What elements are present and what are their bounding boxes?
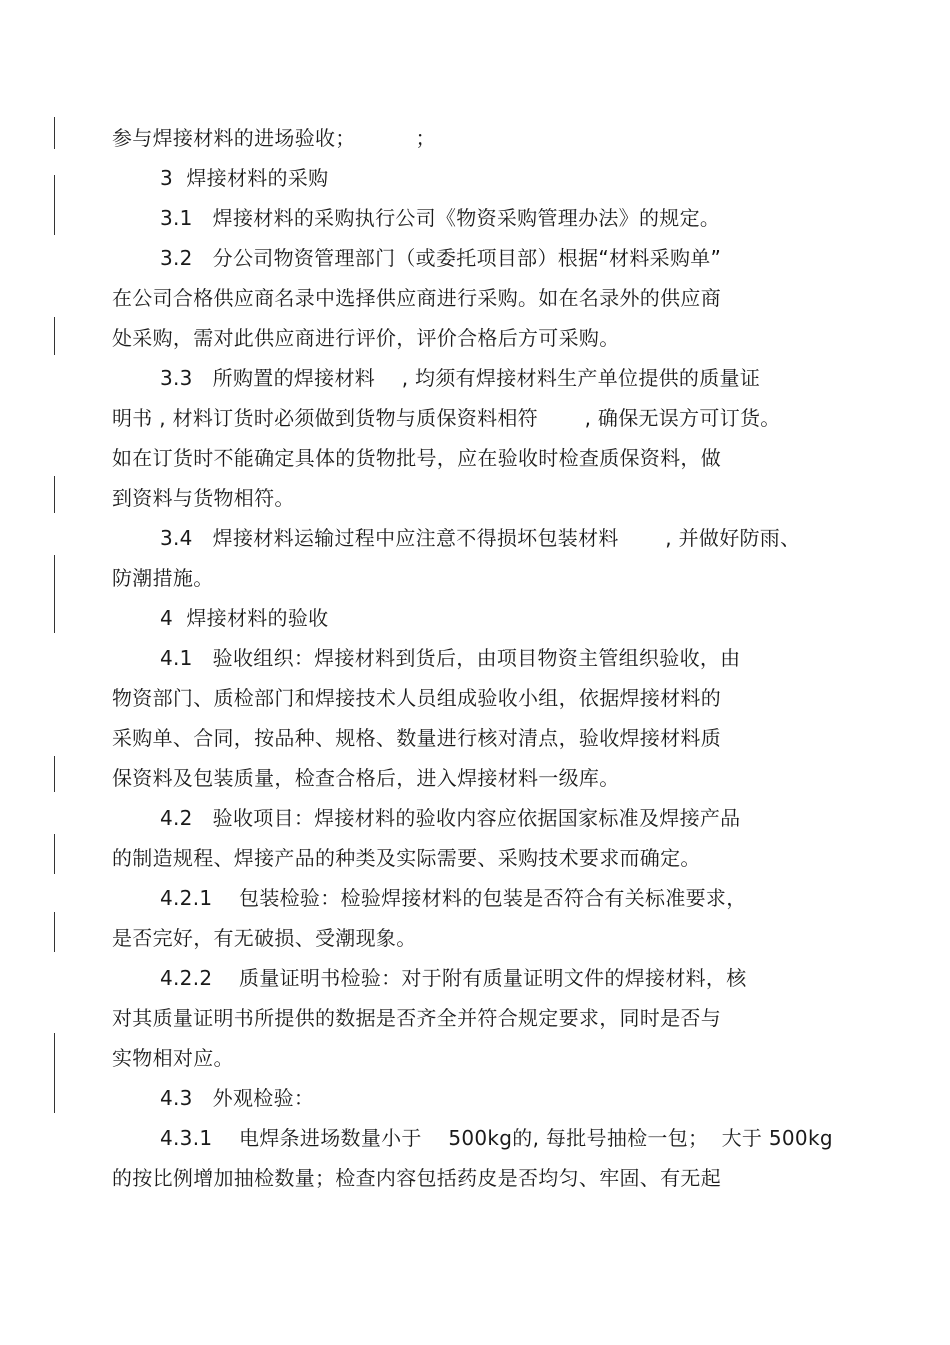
revision-bar <box>54 175 55 235</box>
text-line: 4.1 验收组织：焊接材料到货后，由项目物资主管组织验收，由 <box>160 646 741 670</box>
text-line: 3.1 焊接材料的采购执行公司《物资采购管理办法》的规定。 <box>160 206 721 230</box>
text-line: 到资料与货物相符。 <box>112 486 295 510</box>
revision-bar <box>54 555 55 633</box>
text-line: 对其质量证明书所提供的数据是否齐全并符合规定要求，同时是否与 <box>112 1006 721 1030</box>
text-line: 3.4 焊接材料运输过程中应注意不得损坏包装材料 , 并做好防雨、 <box>160 526 801 550</box>
text-line: 实物相对应。 <box>112 1046 234 1070</box>
text-line: 4.3 外观检验： <box>160 1086 315 1110</box>
text-line: 明书 , 材料订货时必须做到货物与质保资料相符 , 确保无误方可订货。 <box>112 406 781 430</box>
text-line: 3.2 分公司物资管理部门（或委托项目部）根据“材料采购单” <box>160 246 722 270</box>
text-line: 采购单、合同，按品种、规格、数量进行核对清点，验收焊接材料质 <box>112 726 721 750</box>
revision-bar <box>54 317 55 355</box>
text-line: 处采购，需对此供应商进行评价，评价合格后方可采购。 <box>112 326 620 350</box>
text-line: 4.2.1 包装检验：检验焊接材料的包装是否符合有关标准要求， <box>160 886 747 910</box>
revision-bar <box>54 117 55 149</box>
text-line: 如在订货时不能确定具体的货物批号，应在验收时检查质保资料，做 <box>112 446 721 470</box>
text-line: 4.3.1 电焊条进场数量小于 500kg的, 每批号抽检一包； 大于 500kg <box>160 1126 833 1150</box>
text-line: 4.2.2 质量证明书检验：对于附有质量证明文件的焊接材料，核 <box>160 966 747 990</box>
text-line: 在公司合格供应商名录中选择供应商进行采购。如在名录外的供应商 <box>112 286 721 310</box>
text-line: 3.3 所购置的焊接材料 , 均须有焊接材料生产单位提供的质量证 <box>160 366 761 390</box>
section-heading: 4 焊接材料的验收 <box>160 606 329 630</box>
section-heading: 3 焊接材料的采购 <box>160 166 329 190</box>
text-line: 4.2 验收项目：焊接材料的验收内容应依据国家标准及焊接产品 <box>160 806 741 830</box>
text-line: 防潮措施。 <box>112 566 214 590</box>
revision-bar <box>54 912 55 952</box>
revision-bar <box>54 756 55 792</box>
text-line: 物资部门、质检部门和焊接技术人员组成验收小组，依据焊接材料的 <box>112 686 721 710</box>
revision-bar <box>54 1033 55 1113</box>
text-line: 的制造规程、焊接产品的种类及实际需要、采购技术要求而确定。 <box>112 846 701 870</box>
text-line: 是否完好，有无破损、受潮现象。 <box>112 926 417 950</box>
text-line: 参与焊接材料的进场验收； ； <box>112 126 436 150</box>
text-line: 保资料及包装质量，检查合格后，进入焊接材料一级库。 <box>112 766 620 790</box>
revision-bar <box>54 476 55 513</box>
text-line: 的按比例增加抽检数量；检查内容包括药皮是否均匀、牢固、有无起 <box>112 1166 721 1190</box>
revision-bar <box>54 834 55 874</box>
